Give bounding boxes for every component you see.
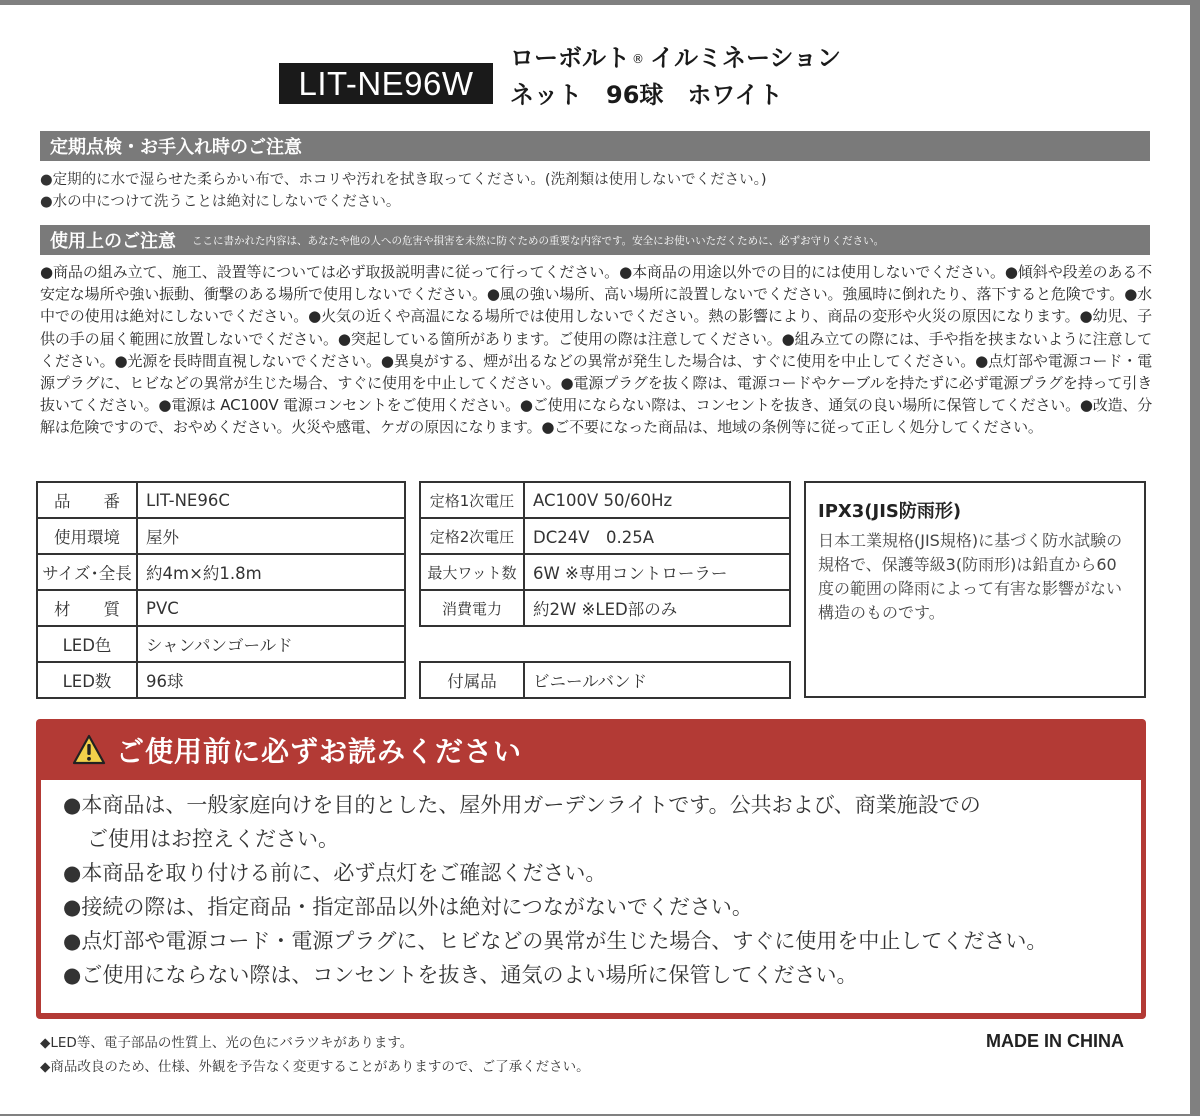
product-title — [510, 40, 841, 113]
warning-item-text: ●本商品は、一般家庭向けを目的とした、屋外用ガーデンライトです。公共および、商業施設での — [63, 793, 981, 817]
spec-value: 96球 — [137, 662, 405, 698]
ipx-title: IPX3(JIS防雨形) — [818, 501, 962, 522]
spec-label: 使用環境 — [37, 518, 137, 554]
frame-right-border — [1190, 0, 1200, 1116]
spec-label: 定格2次電圧 — [420, 518, 524, 554]
usage-caution-subtitle: ここに書かれた内容は、あなたや他の人への危害や損害を未然に防ぐための重要な内容です。安全にお使いいただくために、必ずお守りください。 — [192, 234, 885, 247]
spec-row — [420, 662, 790, 698]
spec-label: 材 質 — [37, 590, 137, 626]
maintenance-section-header — [40, 131, 1150, 161]
spec-row — [420, 518, 790, 554]
spec-value: ビニールバンド — [524, 662, 790, 698]
spec-row — [37, 482, 405, 518]
registered-mark: ® — [632, 52, 644, 66]
warning-item — [63, 788, 1141, 856]
warning-title: ご使用前に必ずお読みください — [116, 734, 523, 768]
spec-value: AC100V 50/60Hz — [524, 482, 790, 518]
spec-value: 6W ※専用コントローラー — [524, 554, 790, 590]
spec-label: 定格1次電圧 — [420, 482, 524, 518]
spec-value: 約4m×約1.8m — [137, 554, 405, 590]
spec-row — [37, 662, 405, 698]
product-title-line2: ネット 96球 ホワイト — [510, 81, 783, 109]
warning-item: ●本商品を取り付ける前に、必ず点灯をご確認ください。 — [63, 861, 607, 885]
spec-row — [37, 554, 405, 590]
warning-body — [41, 780, 1141, 1013]
maintenance-item: ●定期的に水で湿らせた柔らかい布で、ホコリや汚れを拭き取ってください。(洗剤類は使用しないでください。) — [40, 172, 767, 188]
spec-value: PVC — [137, 590, 405, 626]
footer-note: ◆LED等、電子部品の性質上、光の色にバラツキがあります。 — [40, 1035, 414, 1051]
country-of-origin: MADE IN CHINA — [986, 1031, 1124, 1051]
maintenance-title: 定期点検・お手入れ時のご注意 — [50, 137, 302, 158]
spec-value: 屋外 — [137, 518, 405, 554]
spec-row — [37, 518, 405, 554]
warning-header — [36, 719, 1146, 780]
warning-item: ●接続の際は、指定商品・指定部品以外は絶対につながないでください。 — [63, 895, 753, 919]
title-product-type: イルミネーション — [650, 44, 842, 72]
model-number-badge: LIT-NE96W — [279, 63, 493, 104]
spec-label: サイズ･全長 — [37, 554, 137, 590]
usage-caution-text: ●商品の組み立て、施工、設置等については必ず取扱説明書に従って行ってください。●本商品の用途以外での目的には使用しないでください。●傾斜や段差のある不安定な場所や強い振動、衝撃のある場所で使用しないでください。●風の強い場所、高い場所に設置しないでください。強風時に倒れたり、落下すると危険です。●水中での使用は絶対にしないでください。●火気の近くや高温になる場所では使用しないでください。熱の影響により、商品の変形や火災の原因になります。●幼児、子供の手の届く範囲に放置しないでください。●突起している箇所があります。ご使用の際は注意してください。●組み立ての際には、手や指を挟まないように注意してください。●光源を長時間直視しないでください。●異臭がする、煙が出るなどの異常が発生した場合は、すぐに使用を中止してください。●点灯部や電源コード・電源プラグに、ヒビなどの異常が生じた場合、すぐに使用を中止してください。●電源プラグを抜く際は、電源コードやケーブルを持たずに必ず電源プラグを持って引き抜いてください。●電源は AC100V 電源コンセントをご使用ください。●ご使用にならない際は、コンセントを抜き、通気の良い場所に保管してください。●改造、分解は危険ですので、おやめください。火災や感電、ケガの原因になります。●ご不要になった商品は、地域の条例等に従って正しく処分してください。 — [40, 263, 1152, 437]
usage-caution-title: 使用上のご注意 — [50, 231, 176, 252]
spec-table-product — [36, 481, 406, 699]
usage-caution-section-header — [40, 225, 1150, 255]
footer-note: ◆商品改良のため、仕様、外観を予告なく変更することがありますので、ご了承ください。 — [40, 1059, 590, 1075]
ipx-description: 日本工業規格(JIS規格)に基づく防水試験の規格で、保護等級3(防雨形)は鉛直から60度の範囲の降雨によって有害な影響がない構造のものです。 — [818, 531, 1123, 622]
spec-value: シャンパンゴールド — [137, 626, 405, 662]
spec-row — [420, 590, 790, 626]
spec-label: 付属品 — [420, 662, 524, 698]
spec-row — [420, 554, 790, 590]
warning-box — [36, 719, 1146, 1019]
spec-label: 品 番 — [37, 482, 137, 518]
ipx-rating-box — [804, 481, 1146, 698]
product-title-line1 — [510, 40, 841, 77]
spec-table-accessories — [419, 661, 791, 699]
spec-row — [420, 482, 790, 518]
spec-label: LED数 — [37, 662, 137, 698]
warning-item: ●点灯部や電源コード・電源プラグに、ヒビなどの異常が生じた場合、すぐに使用を中止してください。 — [63, 929, 1048, 953]
footer-notes — [40, 1031, 590, 1079]
spec-value: 約2W ※LED部のみ — [524, 590, 790, 626]
spec-label: LED色 — [37, 626, 137, 662]
frame-top-border — [0, 0, 1200, 5]
spec-row — [37, 626, 405, 662]
spec-label: 消費電力 — [420, 590, 524, 626]
spec-value: DC24V 0.25A — [524, 518, 790, 554]
warning-item: ●ご使用にならない際は、コンセントを抜き、通気のよい場所に保管してください。 — [63, 963, 858, 987]
warning-item-continuation: ご使用はお控えください。 — [87, 827, 339, 851]
spec-row — [37, 590, 405, 626]
maintenance-item: ●水の中につけて洗うことは絶対にしないでください。 — [40, 194, 401, 210]
spec-table-electrical — [419, 481, 791, 627]
warning-triangle-icon — [72, 734, 106, 766]
spec-label: 最大ワット数 — [420, 554, 524, 590]
maintenance-list — [40, 169, 767, 213]
title-brand: ローボルト — [510, 44, 630, 72]
spec-value: LIT-NE96C — [137, 482, 405, 518]
